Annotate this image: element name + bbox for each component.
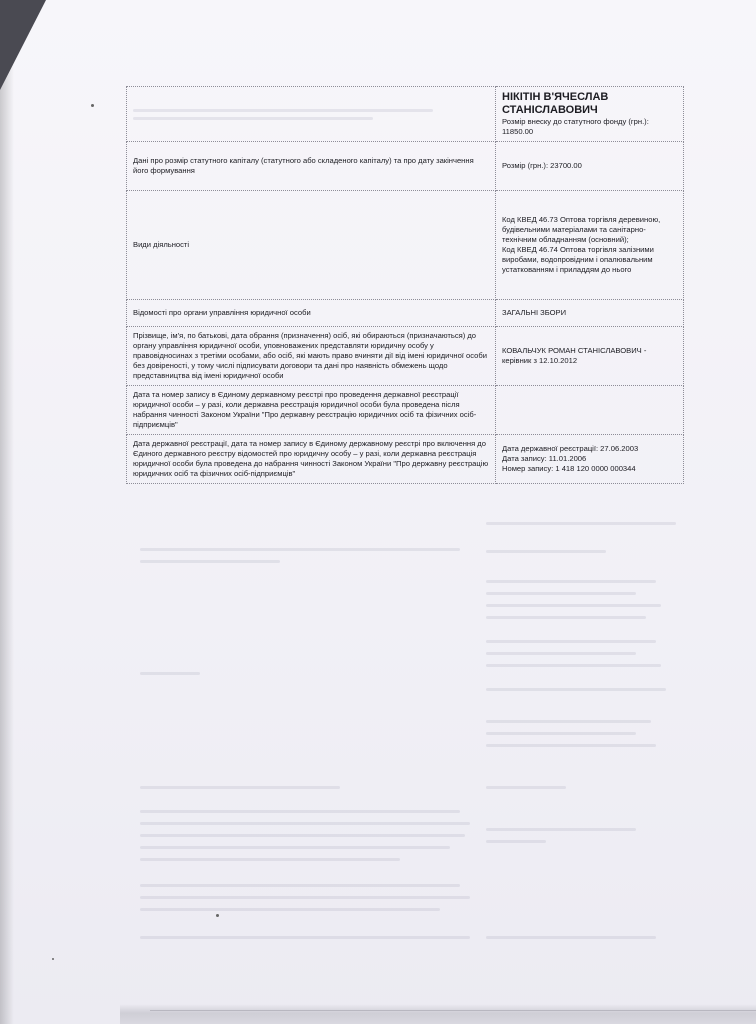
activities-label: Види діяльності xyxy=(127,191,496,300)
table-row xyxy=(127,191,684,300)
table-row xyxy=(127,327,684,386)
page-bottom-edge xyxy=(120,1004,756,1024)
scan-speck xyxy=(52,958,54,960)
activities-value: Код КВЕД 46.73 Оптова торгівля деревиною, будівельними матеріалами та санітарно-технічним обладнанням (основний); Код КВЕД 46.74 Оптова торгівля залізними виробами, водопровідним і опалювальним устаткованням і приладдям до нього xyxy=(496,191,684,300)
capital-label: Дані про розмір статутного капіталу (статутного або складеного капіталу) та про дату закінчення його формування xyxy=(127,142,496,191)
folded-corner xyxy=(0,0,46,90)
record-number: Номер запису: 1 418 120 0000 000344 xyxy=(502,464,636,473)
scan-shadow xyxy=(0,0,14,1024)
persons-label: Прізвище, ім'я, по батькові, дата обрання (призначення) осіб, які обираються (призначаються) до органу управління юридичної особи, уповноважених представляти юридичну особу у правовідносинах з третіми особами, або осіб, які мають право вчиняти дії від імені юридичної особи без довіреності, у тому числі підписувати договори та дані про наявність обмежень щодо представництва від імені юридичної особи xyxy=(127,327,496,386)
management-label: Відомості про органи управління юридичної особи xyxy=(127,300,496,327)
persons-value: КОВАЛЬЧУК РОМАН СТАНІСЛАВОВИЧ - керівник з 12.10.2012 xyxy=(496,327,684,386)
table-row xyxy=(127,87,684,142)
registry-extract-table xyxy=(126,86,684,484)
registration-before-label: Дата державної реєстрації, дата та номер запису в Єдиному державному реєстрі про включення до Єдиного державного реєстру відомостей про юридичну особу – у разі, коли державна реєстрація юридичної особи була проведена до набрання чинності Законом України "Про державну реєстрацію юридичних осіб та фізичних осіб-підприємців" xyxy=(127,435,496,484)
founder-name: НІКІТІН В'ЯЧЕСЛАВ СТАНІСЛАВОВИЧ xyxy=(502,91,609,116)
state-registration-date: Дата державної реєстрації: 27.06.2003 xyxy=(502,444,639,453)
table-row xyxy=(127,386,684,435)
page-bottom-line xyxy=(150,1010,756,1011)
faded-header-cell xyxy=(127,87,496,142)
record-date: Дата запису: 11.01.2006 xyxy=(502,454,587,463)
table-row xyxy=(127,142,684,191)
registration-before-cell xyxy=(496,435,684,484)
registration-after-value xyxy=(496,386,684,435)
scan-speck xyxy=(216,914,219,917)
table-row xyxy=(127,435,684,484)
management-value: ЗАГАЛЬНІ ЗБОРИ xyxy=(496,300,684,327)
founder-contribution: Розмір внеску до статутного фонду (грн.): 11850.00 xyxy=(502,117,649,136)
table-row xyxy=(127,300,684,327)
registration-after-label: Дата та номер запису в Єдиному державному реєстрі про проведення державної реєстрації юридичної особи – у разі, коли державна реєстрація юридичної особи була проведена після набрання чинності Законом України "Про державну реєстрацію юридичних осіб та фізичних осіб-підприємців" xyxy=(127,386,496,435)
scan-speck xyxy=(91,104,94,107)
capital-value: Розмір (грн.): 23700.00 xyxy=(496,142,684,191)
founder-cell xyxy=(496,87,684,142)
